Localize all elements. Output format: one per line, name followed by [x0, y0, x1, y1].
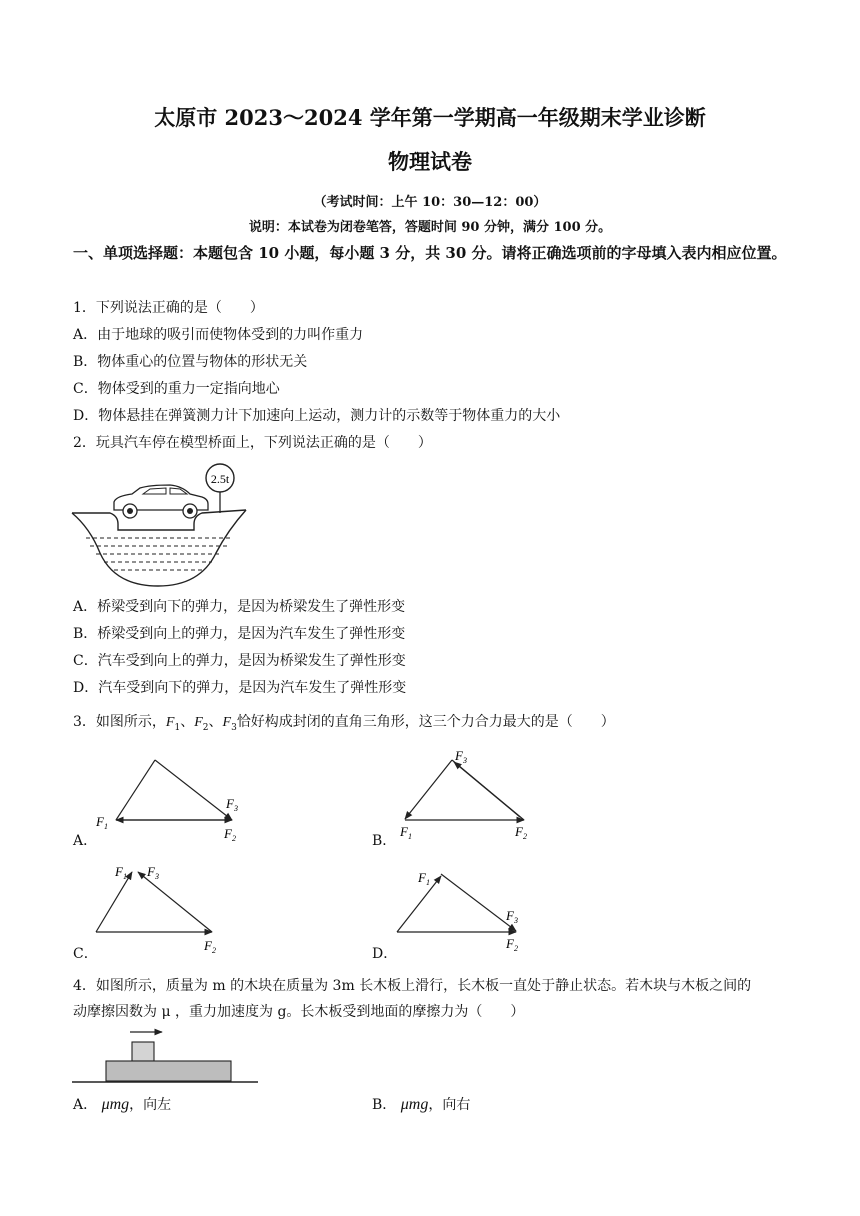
q1-option-c: C．物体受到的重力一定指向地心 — [73, 381, 280, 397]
d-f2-label: $F_2$ — [506, 936, 518, 953]
riverbed-outline — [72, 510, 246, 586]
triangle-b — [399, 748, 527, 841]
q3-option-a: A． — [73, 833, 98, 849]
q1-option-b: B．物体重心的位置与物体的形状无关 — [73, 354, 308, 370]
q4-option-a: A． μmg，向左 — [73, 1096, 172, 1113]
a-f1-label: $F_1$ — [96, 814, 108, 831]
q2-option-d: D．汽车受到向下的弹力，是因为汽车发生了弹性形变 — [73, 680, 407, 696]
toy-car-icon — [114, 485, 208, 518]
d-f1-label: $F_1$ — [418, 870, 430, 887]
long-board — [106, 1061, 231, 1081]
exam-subject: 物理试卷 — [388, 149, 472, 174]
q2-option-a: A．桥梁受到向下的弹力，是因为桥梁发生了弹性形变 — [73, 599, 406, 615]
force-triangles-figure — [0, 740, 860, 970]
b-f1-label: $F_1$ — [400, 824, 412, 841]
d-f3-label: $F_3$ — [506, 908, 518, 925]
q2-option-c: C．汽车受到向上的弹力，是因为桥梁发生了弹性形变 — [73, 653, 406, 669]
q4-stem-line1: 4．如图所示，质量为 m 的木块在质量为 3m 长木板上滑行，长木板一直处于静止状态。若木块与木板之间的 — [73, 978, 752, 994]
exam-time: （考试时间：上午 10：30—12：00） — [313, 195, 547, 210]
q2-option-b: B．桥梁受到向上的弹力，是因为汽车发生了弹性形变 — [73, 626, 406, 642]
a-f2-label: $F_2$ — [224, 826, 236, 843]
q1-stem: 1．下列说法正确的是（ ） — [73, 300, 264, 316]
triangle-c — [96, 864, 216, 955]
q3-option-c: C． — [73, 946, 98, 962]
b-f3-label: $F_3$ — [455, 748, 467, 765]
b-f2-label: $F_2$ — [515, 824, 527, 841]
triangle-a — [95, 760, 238, 843]
q2-stem: 2．玩具汽车停在模型桥面上，下列说法正确的是（ ） — [73, 435, 432, 451]
triangle-d — [397, 870, 518, 953]
q1-option-d: D．物体悬挂在弹簧测力计下加速向上运动，测力计的示数等于物体重力的大小 — [73, 408, 561, 424]
wood-block — [132, 1042, 154, 1061]
block-board-figure — [70, 1026, 260, 1086]
section-heading: 一、单项选择题：本题包含 10 小题，每小题 3 分，共 30 分。请将正确选项前的字母填入表内相应位置。 — [73, 244, 787, 262]
q3-stem: 3．如图所示，$F_1$、$F_2$、$F_3$恰好构成封闭的直角三角形，这三个力合力最大的是（ ） — [73, 714, 615, 733]
exam-instructions: 说明：本试卷为闭卷笔答，答题时间 90 分钟，满分 100 分。 — [248, 220, 612, 235]
q4-option-b: B． μmg，向右 — [372, 1096, 471, 1113]
a-f3-label: $F_3$ — [226, 796, 238, 813]
sign-text: 2.5t — [210, 472, 230, 486]
c-f2-label: $F_2$ — [204, 938, 216, 955]
q3-option-d: D． — [372, 946, 398, 962]
exam-title: 太原市 2023～2024 学年第一学期高一年级期末学业诊断 — [154, 105, 706, 130]
q4-stem-line2: 动摩擦因数为 μ ，重力加速度为 g。长木板受到地面的摩擦力为（ ） — [73, 1004, 525, 1020]
q1-option-a: A．由于地球的吸引而使物体受到的力叫作重力 — [73, 327, 364, 343]
c-f1-label: $F_1$ — [115, 864, 127, 881]
bridge-figure — [70, 458, 250, 590]
c-f3-label: $F_3$ — [147, 864, 159, 881]
q3-option-b: B． — [372, 833, 397, 849]
